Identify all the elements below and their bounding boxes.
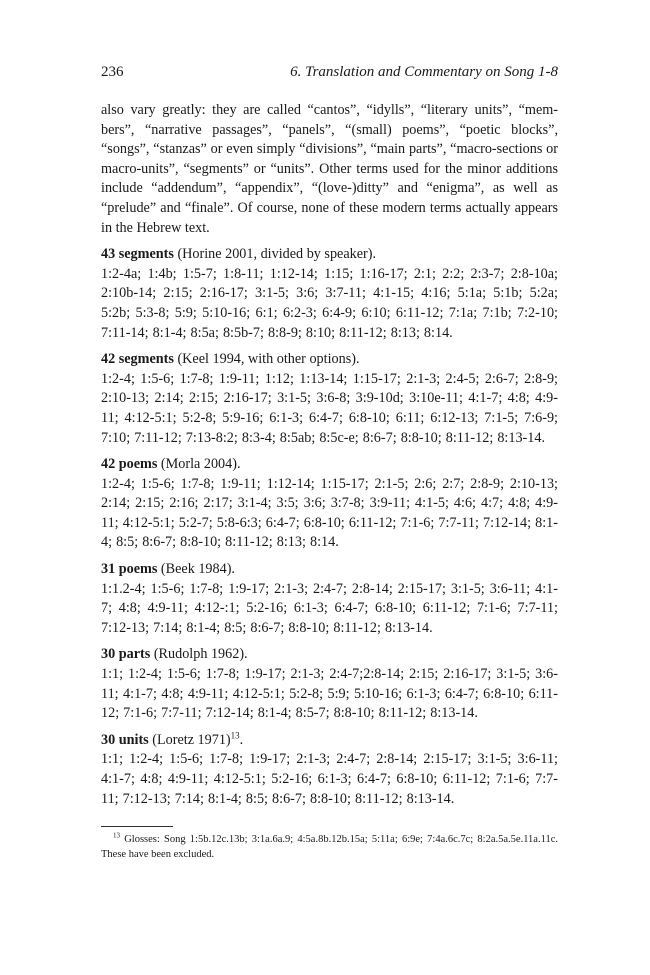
section-verse-list: 1:1.2-4; 1:5-6; 1:7-8; 1:9-17; 2:1-3; 2:4-7; 2:8-14; 2:15-17; 3:1-5; 3:6-11; 4:1-7; 4:8; 4:9-11; 4:12-:1; 5:2-16; 6:1-3; 6:4-7; 6:8-10; 6:11-12; 7:1-6; 7:7-11; 7:12-13; 7:14; 8:1-4; 8:5; 8:6-7; 8:8-10; 8:11-12; 8:13-14.: [101, 580, 558, 636]
section-heading: [101, 645, 558, 665]
section-count: 42 poems: [101, 456, 158, 473]
footnote-text: Glosses: Song 1:5b.12c.13b; 3:1a.6a.9; 4:5a.8b.12b.15a; 5:11a; 6:9e; 7:4a.6c.7c; 8:2a.5a.5e.11a.11c. These have been excluded.: [101, 834, 558, 860]
page-number: 236: [101, 64, 124, 80]
footnote: [101, 833, 558, 862]
section-heading: [101, 731, 558, 751]
section-30-parts: [101, 645, 558, 723]
section-43-segments: [101, 245, 558, 343]
section-count: 30 units: [101, 731, 149, 748]
section-30-units: [101, 731, 558, 809]
section-source: (Keel 1994, with other options).: [173, 351, 360, 368]
section-heading: [101, 245, 558, 265]
section-verse-list: 1:2-4; 1:5-6; 1:7-8; 1:9-11; 1:12; 1:13-14; 1:15-17; 2:1-3; 2:4-5; 2:6-7; 2:8-9; 2:10-13; 2:14; 2:15; 2:16-17; 3:1-5; 3:6-8; 3:9-10d; 3:10e-11; 4:1-7; 4:8; 4:9-11; 4:12-5:1; 5:2-8; 5:9-16; 6:1-3; 6:4-7; 6:8-10; 6:11; 6:12-13; 7:1-5; 7:6-9; 7:10; 7:11-12; 7:13-8:2; 8:3-4; 8:5ab; 8:5c-e; 8:6-7; 8:8-10; 8:11-12; 8:13-14.: [101, 370, 558, 446]
section-heading: [101, 350, 558, 370]
section-count: 43 segments: [101, 246, 174, 263]
section-source: (Horine 2001, divided by speaker).: [173, 246, 377, 263]
chapter-title: 6. Translation and Commentary on Song 1-8: [290, 64, 558, 80]
intro-paragraph: also vary greatly: they are called “cantos”, “idylls”, “literary units”, “mem-bers”, “narrative passages”, “panels”, “(small) poems”, “poetic blocks”, “songs”, “stanzas” or even simply “divisions”, “main parts”, “macro-sections or macro-units”, “segments” or “units”. Other terms used for the minor additions include “addendum”, “appendix”, “(love-)ditty” and “enigma”, as well as “prelude” and “finale”. Of course, none of these modern terms actually appears in the Hebrew text.: [101, 102, 558, 236]
section-heading: [101, 455, 558, 475]
section-31-poems: [101, 560, 558, 638]
section-source: (Loretz 1971): [148, 731, 231, 748]
footnote-reference[interactable]: 13: [230, 730, 240, 741]
section-count: 30 parts: [101, 646, 151, 663]
section-source: (Beek 1984).: [157, 561, 235, 578]
section-count: 31 poems: [101, 561, 158, 578]
section-verse-list: 1:1; 1:2-4; 1:5-6; 1:7-8; 1:9-17; 2:1-3; 2:4-7; 2:8-14; 2:15-17; 3:1-5; 3:6-11; 4:1-7; 4:8; 4:9-11; 4:12-5:1; 5:2-16; 6:1-3; 6:4-7; 6:8-10; 6:11-12; 7:1-6; 7:7-11; 7:12-13; 7:14; 8:1-4; 8:5; 8:6-7; 8:8-10; 8:11-12; 8:13-14.: [101, 751, 558, 807]
section-verse-list: 1:2-4a; 1:4b; 1:5-7; 1:8-11; 1:12-14; 1:15; 1:16-17; 2:1; 2:2; 2:3-7; 2:8-10a; 2:10b-14; 2:15; 2:16-17; 3:1-5; 3:6; 3:7-11; 4:1-15; 4:16; 5:1a; 5:1b; 5:2a; 5:2b; 5:3-8; 5:9; 5:10-16; 6:1; 6:2-3; 6:4-9; 6:10; 6:11-12; 7:1a; 7:1b; 7:2-10; 7:11-14; 8:1-4; 8:5a; 8:5b-7; 8:8-9; 8:10; 8:11-12; 8:13; 8:14.: [101, 265, 558, 341]
section-42-segments: [101, 350, 558, 448]
section-source: (Morla 2004).: [157, 456, 241, 473]
page: [101, 62, 558, 862]
section-source: (Rudolph 1962).: [150, 646, 248, 663]
footnote-number: 13: [113, 831, 120, 840]
footnote-divider: [101, 826, 173, 827]
running-head: [101, 62, 558, 82]
section-verse-list: 1:1; 1:2-4; 1:5-6; 1:7-8; 1:9-17; 2:1-3; 2:4-7;2:8-14; 2:15; 2:16-17; 3:1-5; 3:6-11; 4:1-7; 4:8; 4:9-11; 4:12-5:1; 5:2-8; 5:9; 5:10-16; 6:1-3; 6:4-7; 6:8-10; 6:11-12; 7:1-6; 7:7-11; 7:12-14; 8:1-4; 8:5-7; 8:8-10; 8:11-12; 8:13-14.: [101, 666, 558, 722]
section-42-poems: [101, 455, 558, 553]
section-heading: [101, 560, 558, 580]
section-count: 42 segments: [101, 351, 174, 368]
section-verse-list: 1:2-4; 1:5-6; 1:7-8; 1:9-11; 1:12-14; 1:15-17; 2:1-5; 2:6; 2:7; 2:8-9; 2:10-13; 2:14; 2:15; 2:16; 2:17; 3:1-4; 3:5; 3:6; 3:7-8; 3:9-11; 4:1-5; 4:6; 4:7; 4:8; 4:9-11; 4:12-5:1; 5:2-7; 5:8-6:3; 6:4-7; 6:8-10; 6:11-12; 7:1-6; 7:7-11; 7:12-14; 8:1-4; 8:5; 8:6-7; 8:8-10; 8:11-12; 8:13; 8:14.: [101, 475, 558, 551]
section-source-end: .: [239, 731, 244, 748]
